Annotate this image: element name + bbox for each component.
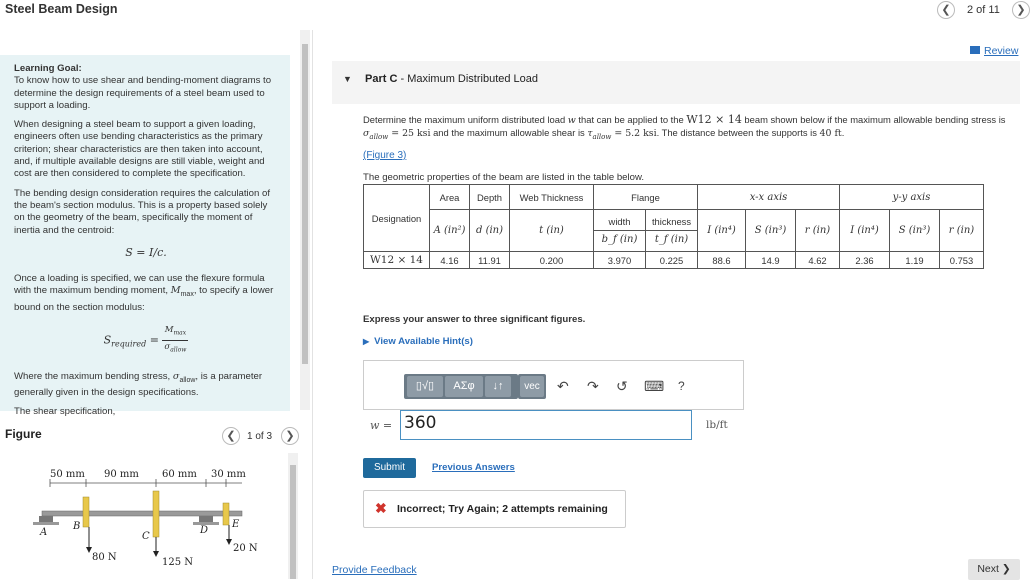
fraction (162, 324, 188, 357)
beam (42, 511, 242, 516)
undo-icon[interactable]: ↶ (557, 378, 569, 394)
beam-designation: W12 × 14 (686, 113, 742, 126)
vector-toolbar-group (518, 374, 546, 399)
unit-ix: I (in⁴) (698, 210, 746, 252)
vector-button[interactable]: vec (520, 376, 544, 397)
shear-paragraph: The shear specification, (14, 406, 116, 418)
figure-scrollbar[interactable] (288, 453, 298, 579)
dimension-label: 90 mm (104, 469, 139, 480)
sigma-symbol: σ (172, 370, 180, 382)
stress-paragraph (14, 371, 278, 400)
sigma-subscript: allow (369, 132, 389, 141)
w-symbol: w (567, 115, 576, 126)
table-cell: 0.753 (940, 252, 984, 269)
previous-item-button[interactable] (937, 1, 955, 19)
unit-iy: I (in⁴) (840, 210, 890, 252)
header-x-axis (698, 185, 840, 210)
provide-feedback-link[interactable]: Provide Feedback (332, 564, 417, 576)
help-icon[interactable]: ? (678, 379, 685, 393)
templates-button[interactable]: ▯√▯ (407, 376, 443, 397)
submit-button[interactable]: Submit (363, 458, 416, 478)
answer-input[interactable]: 360 (400, 410, 692, 440)
beam-properties-table (363, 184, 984, 269)
s-required-subscript: required (111, 339, 147, 349)
math-toolbar-group (404, 374, 518, 399)
support-a (39, 516, 53, 522)
next-button[interactable]: Next ❯ (968, 559, 1020, 580)
problem-text-7: . The distance between the supports is (656, 127, 820, 138)
x-axis-label: x-x axis (749, 192, 788, 203)
load-arrowhead-e (226, 539, 232, 545)
learning-goal-panel (0, 55, 290, 418)
member-c (153, 491, 159, 537)
unit-sy: S (in³) (890, 210, 940, 252)
load-label: 20 N (233, 543, 258, 554)
support-a-base (33, 522, 59, 525)
table-cell: 4.62 (796, 252, 840, 269)
intro-paragraph: When designing a steel beam to support a given loading, engineers often use bending characteristics as the primary criterion; shear characteristics are then taken into account, and, if multiple available designs are still viable, weight and cost are then considered to complete the specification. (14, 119, 265, 180)
figure-next-button[interactable] (281, 427, 299, 445)
unit-label: lb/ft (706, 419, 728, 431)
beam-figure (0, 453, 288, 579)
previous-answers-link[interactable]: Previous Answers (432, 462, 515, 473)
mmax-symbol: M (170, 285, 181, 297)
view-hints-link[interactable] (363, 336, 473, 347)
flange-width-unit: b_f (in) (594, 230, 645, 245)
member-b (83, 497, 89, 527)
header-y-axis (840, 185, 984, 210)
problem-text-3: beam shown below if the maximum allowable bending stress is (741, 114, 1006, 125)
part-title[interactable] (365, 73, 538, 85)
equals-sign: = (146, 333, 163, 347)
collapse-triangle-icon[interactable]: ▼ (343, 74, 352, 84)
reset-icon[interactable]: ↺ (616, 378, 628, 394)
panel-divider (312, 30, 313, 579)
feedback-message: Incorrect; Try Again; 2 attempts remaining (397, 503, 608, 515)
chevron-left-icon: ❮ (226, 430, 236, 442)
unit-sx: S (in³) (746, 210, 796, 252)
section-modulus-paragraph: The bending design consideration requires the calculation of the beam's section modulus. This is a property based solely on the geometry of the beam, specifically the moment of inertia and the centroid: (14, 187, 271, 236)
item-counter: 2 of 11 (967, 4, 1000, 16)
greek-symbols-button[interactable]: ΑΣφ (445, 376, 483, 397)
fraction-denominator: σ (164, 341, 171, 352)
point-label: B (73, 521, 81, 532)
table-cell: 4.16 (430, 252, 470, 269)
allowable-stress: = 25 ksi (388, 128, 431, 139)
next-item-button[interactable] (1012, 1, 1030, 19)
tau-symbol: τ (587, 128, 593, 139)
unit-ry: r (in) (940, 210, 984, 252)
table-cell: 3.970 (594, 252, 646, 269)
review-icon (970, 46, 980, 54)
table-cell: 11.91 (470, 252, 510, 269)
unit-area: A (in²) (430, 210, 470, 252)
learning-goal-text: To know how to use shear and bending-moment diagrams to determine the design requirements of a steel beam used to support a loading. (14, 75, 272, 111)
point-label: A (40, 527, 48, 538)
stress-text-a: Where the maximum bending stress, (14, 370, 173, 382)
part-separator: - (397, 73, 408, 85)
point-label: D (200, 525, 209, 536)
member-e (223, 503, 229, 525)
load-arrowhead-c (153, 551, 159, 557)
header-designation: Designation (364, 185, 430, 252)
s-required-symbol: S (103, 333, 112, 347)
problem-statement (363, 114, 1013, 143)
flange-thickness-cell (646, 210, 698, 252)
header-web: Web Thickness (510, 185, 594, 210)
hints-label: View Available Hint(s) (374, 336, 473, 347)
page-title: Steel Beam Design (5, 2, 118, 16)
flange-thickness-label: thickness (651, 216, 692, 227)
figure-prev-button[interactable] (222, 427, 240, 445)
learning-goal-title: Learning Goal: (14, 63, 82, 74)
fraction-numerator: M (164, 324, 174, 335)
denominator-subscript: allow (170, 346, 187, 354)
unit-rx: r (in) (796, 210, 840, 252)
review-label: Review (984, 45, 1019, 57)
load-label: 125 N (162, 557, 194, 568)
problem-text-8: . (841, 127, 845, 138)
incorrect-x-icon: ✖ (375, 500, 387, 516)
tau-subscript: allow (592, 132, 612, 141)
unit-web: t (in) (510, 210, 594, 252)
flange-thickness-unit: t_f (in) (646, 230, 697, 245)
dimension-label: 60 mm (162, 469, 197, 480)
table-cell: 88.6 (698, 252, 746, 269)
table-cell: 1.19 (890, 252, 940, 269)
table-cell: 14.9 (746, 252, 796, 269)
chevron-right-icon: ❯ (1016, 4, 1026, 16)
sub-superscript-button[interactable]: ↓↑ (485, 376, 511, 397)
chevron-right-icon: ❯ (285, 430, 295, 442)
redo-icon[interactable]: ↷ (587, 378, 599, 394)
sigma-symbol: σ (363, 128, 370, 139)
problem-text-1: Determine the maximum uniform distributed load (363, 114, 568, 125)
table-cell: 0.200 (510, 252, 594, 269)
top-bar (0, 0, 1024, 22)
flexure-text-a: Once a loading is specified, we can use the flexure formula with the maximum bending moment, (14, 273, 265, 297)
point-label: C (142, 531, 150, 542)
figure-title: Figure (5, 427, 42, 441)
mmax-subscript: max (180, 291, 194, 299)
point-label: E (232, 519, 240, 530)
problem-text-5: and the maximum allowable shear is (430, 127, 588, 138)
figure-header (0, 423, 300, 449)
flexure-text-b: , to specify a lower bound on the section modulus: (14, 285, 274, 313)
numerator-subscript: max (173, 329, 187, 337)
figure-scroll-thumb[interactable] (290, 465, 296, 579)
table-cell: 0.225 (646, 252, 698, 269)
part-title-text: Maximum Distributed Load (407, 73, 539, 85)
table-caption: The geometric properties of the beam are listed in the table below. (363, 172, 645, 183)
problem-text-2: that can be applied to the (575, 114, 687, 125)
keyboard-icon[interactable]: ⌨ (644, 378, 665, 394)
variable-label: w = (370, 419, 393, 432)
section-modulus-formula: S = I/c. (125, 245, 167, 259)
required-modulus-formula (14, 324, 278, 357)
table-cell: W12 × 14 (364, 252, 430, 269)
learning-panel-scrollbar[interactable] (300, 30, 310, 410)
support-distance: 40 ft (819, 128, 842, 139)
figure-counter: 1 of 3 (247, 431, 273, 442)
answer-instruction: Express your answer to three significant figures. (363, 314, 586, 325)
dimension-label: 30 mm (211, 469, 246, 480)
unit-depth: d (in) (470, 210, 510, 252)
allowable-shear: = 5.2 ksi (611, 128, 657, 139)
header-area: Area (430, 185, 470, 210)
flange-width-label: width (608, 216, 631, 227)
sigma-subscript: allow (179, 376, 196, 384)
header-flange: Flange (594, 185, 698, 210)
chevron-left-icon: ❮ (941, 4, 951, 16)
support-d (199, 516, 213, 522)
figure-link[interactable]: (Figure 3) (363, 150, 407, 161)
review-link[interactable] (970, 45, 1018, 57)
learning-panel-scroll-thumb[interactable] (302, 44, 308, 364)
load-label: 80 N (92, 552, 117, 563)
table-cell: 2.36 (840, 252, 890, 269)
y-axis-label: y-y axis (892, 192, 931, 203)
stress-text-b: , is a parameter generally given in the design specifications. (14, 370, 263, 399)
flexure-paragraph (14, 273, 278, 314)
header-depth: Depth (470, 185, 510, 210)
flange-width-cell (594, 210, 646, 252)
expand-triangle-icon: ▶ (363, 337, 370, 346)
dimension-label: 50 mm (50, 469, 85, 480)
part-label: Part C (365, 73, 398, 85)
